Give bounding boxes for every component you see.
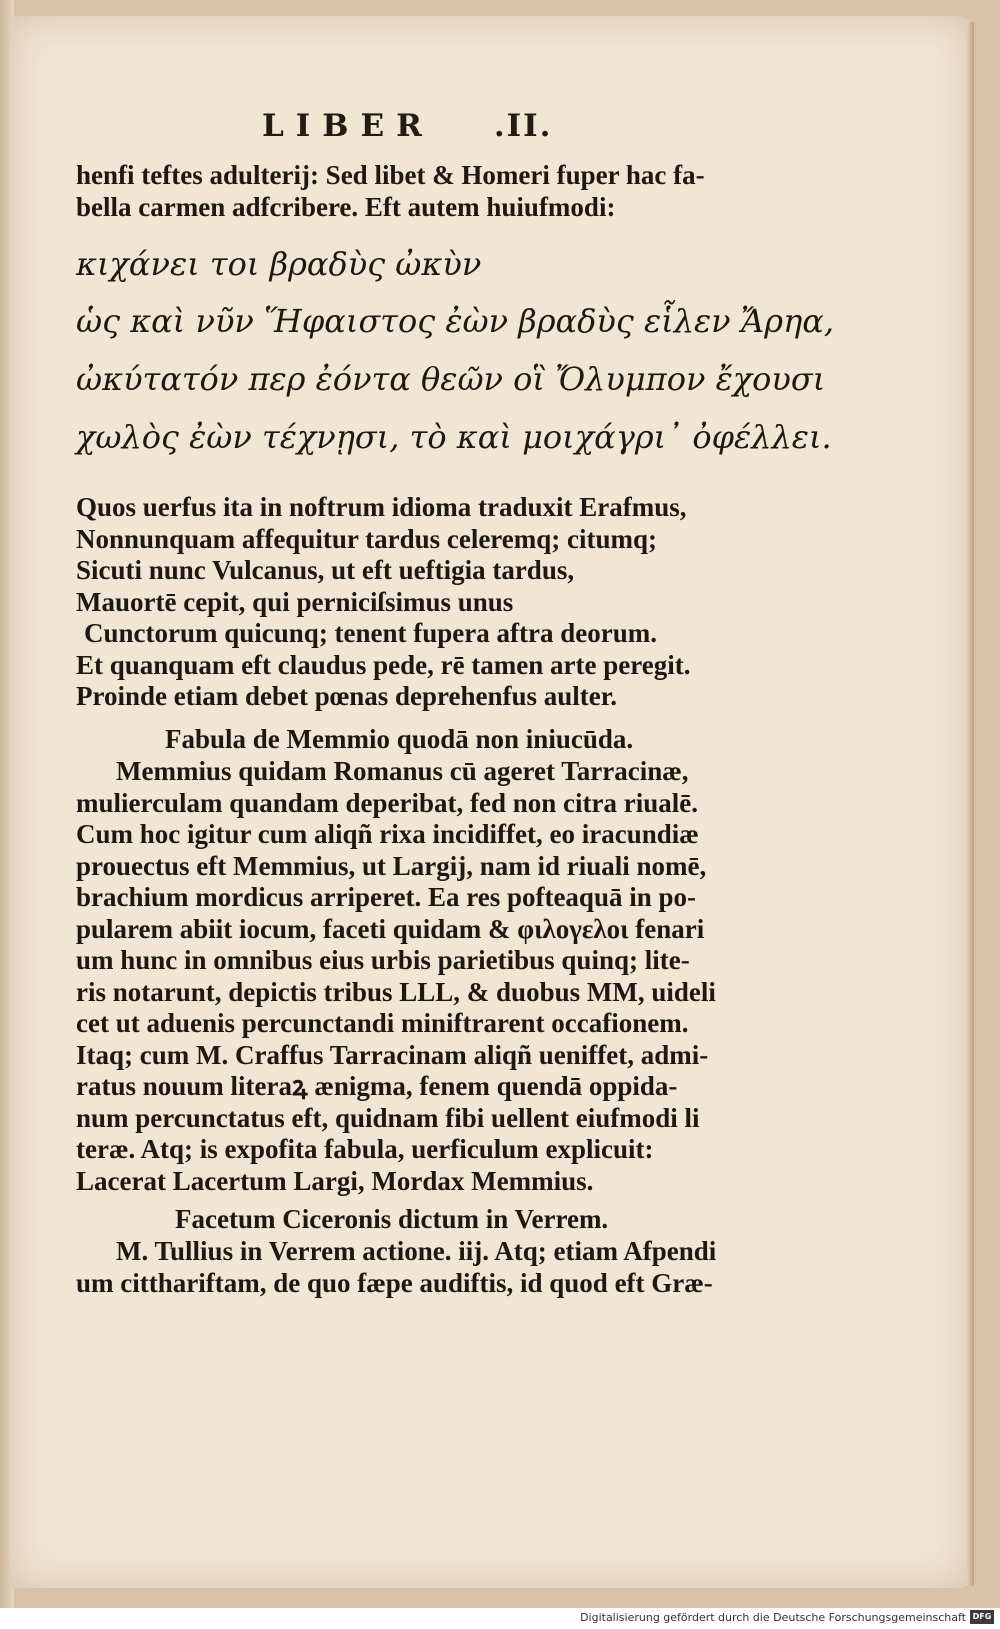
- text-line: Proinde etiam debet pœnas deprehenfus aulter.: [76, 681, 618, 711]
- text-block-3: [76, 756, 796, 1197]
- running-header: [262, 108, 552, 144]
- folio-number: .II.: [493, 108, 553, 144]
- greek-verse-line: ὡς καὶ νῦν Ἥφαιστος ἐὼν βραδὺς εἷλεν Ἄρηα,: [76, 302, 835, 340]
- text-block-2: [76, 492, 796, 713]
- text-line: mulierculam quandam deperibat, fed non citra riualē.: [76, 787, 699, 818]
- text-line: Et quanquam eft claudus pede, rē tamen arte peregit.: [76, 649, 691, 680]
- text-line: prouectus eft Memmius, ut Largij, nam id riuali nomē,: [76, 850, 707, 881]
- text-block-1: [76, 160, 796, 223]
- text-line: Itaq; cum M. Craffus Tarracinam aliqñ ueniffet, admi-: [76, 1039, 709, 1070]
- text-line: um citthariftam, de quo fæpe audiftis, id quod eft Græ-: [76, 1267, 713, 1298]
- text-line: ris notarunt, depictis tribus LLL, & duobus MM, uideli: [76, 976, 716, 1007]
- text-line: ratus nouum literaꝝ ænigma, fenem quendā oppida-: [76, 1071, 678, 1101]
- greek-verse-line: κιχάνει τοι βραδὺς ὠκὺν: [76, 245, 482, 283]
- text-line: M. Tullius in Verrem actione. iij. Atq; etiam Afpendi: [116, 1236, 717, 1266]
- text-line: Cum hoc igitur cum aliqñ rixa incidiffet, eo iracundiæ: [76, 819, 699, 849]
- section-caption: Facetum Ciceronis dictum in Verrem.: [175, 1204, 609, 1234]
- text-line: Nonnunquam affequitur tardus celeremq; citumq;: [76, 523, 658, 554]
- text-line: um hunc in omnibus eius urbis parietibus quinq; lite-: [76, 945, 690, 975]
- text-line: brachium mordicus arriperet. Ea res pofteaquā in po-: [76, 882, 696, 912]
- text-line: pularem abiit iocum, faceti quidam & φιλογελοι fenari: [76, 913, 705, 944]
- text-line: Lacerat Lacertum Largi, Mordax Memmius.: [76, 1165, 594, 1196]
- text-line: num percunctatus eft, quidnam fibi uellent eiufmodi li: [76, 1102, 700, 1133]
- text-line: Memmius quidam Romanus cū ageret Tarracinæ,: [116, 756, 689, 786]
- running-title: LIBER: [262, 108, 434, 144]
- dfg-logo-icon: DFG: [970, 1610, 994, 1624]
- greek-verse-line: χωλὸς ἐὼν τέχνῃσι, τὸ καὶ μοιχάγρι᾽ ὀφέλλει.: [76, 418, 832, 456]
- text-line: teræ. Atq; is expofita fabula, uerficulum explicuit:: [76, 1134, 654, 1164]
- text-line: bella carmen adfcribere. Eft autem huiufmodi:: [76, 191, 616, 222]
- digitization-credit: Digitalisierung gefördert durch die Deutsche Forschungsgemeinschaft: [580, 1611, 966, 1624]
- text-line: Sicuti nunc Vulcanus, ut eft ueftigia tardus,: [76, 555, 575, 585]
- section-caption: Fabula de Memmio quodā non iniucūda.: [165, 724, 634, 754]
- text-line: cet ut aduenis percunctandi miniftrarent occafionem.: [76, 1008, 689, 1038]
- greek-verse-line: ὠκύτατόν περ ἐόντα θεῶν οἳ Ὄλυμπον ἔχουσι: [76, 360, 826, 398]
- text-line: Mauortē cepit, qui perniciſsimus unus: [76, 586, 514, 617]
- text-line: Quos uerfus ita in noftrum idioma traduxit Erafmus,: [76, 492, 687, 522]
- page-right-edge: [966, 22, 974, 1586]
- text-line: Cunctorum quicunq; tenent fupera aftra deorum.: [84, 618, 657, 648]
- text-block-4: [76, 1236, 796, 1299]
- text-line: henfi teftes adulterij: Sed libet & Homeri fuper hac fa-: [76, 160, 705, 190]
